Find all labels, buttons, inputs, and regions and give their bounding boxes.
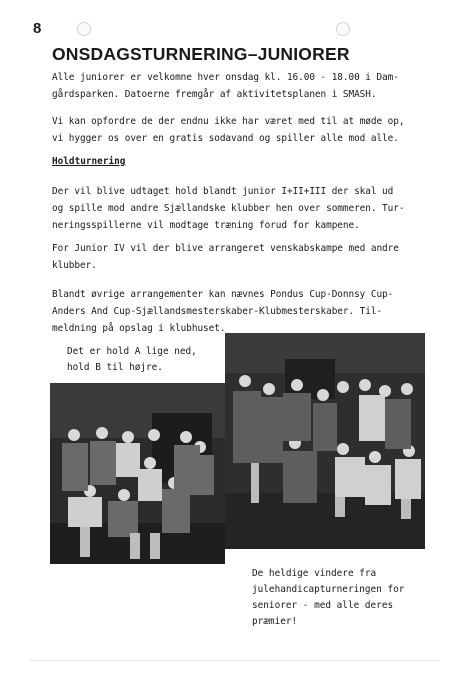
- page-bottom-edge: [30, 660, 440, 661]
- page-title: ONSDAGSTURNERING–JUNIORER: [52, 44, 350, 64]
- junior-teams-photo: [50, 383, 225, 564]
- team-tournament-heading: Holdturnering: [52, 156, 126, 167]
- right-photo-caption: De heldige vindere fra julehandicapturneringen for seniorer - med alle deres præmier!: [252, 568, 405, 627]
- events-paragraph: Blandt øvrige arrangementer kan nævnes Pondus Cup-Donnsy Cup- Anders And Cup-Sjællandsmesterskaber-Klubmesterskaber. Til- meldning på opslag i klubhuset.: [52, 289, 394, 334]
- punch-hole-left: [77, 22, 91, 36]
- punch-hole-right: [336, 22, 350, 36]
- page-number: 8: [33, 20, 42, 37]
- winners-photo: [225, 333, 425, 549]
- intro-paragraph: Alle juniorer er velkomne hver onsdag kl. 16.00 - 18.00 i Dam- gårdsparken. Datoerne fremgår af aktivitetsplanen i SMASH.: [52, 72, 399, 100]
- team-paragraph: Der vil blive udtaget hold blandt junior I+II+III der skal ud og spille mod andre Sjællandske klubber hen over sommeren. Tur- neringsspillerne vil modtage træning forud for kampene.: [52, 186, 405, 231]
- left-photo-caption: Det er hold A lige ned, hold B til højre.: [67, 346, 197, 373]
- junior-iv-paragraph: For Junior IV vil der blive arrangeret venskabskampe med andre klubber.: [52, 243, 399, 271]
- invite-paragraph: Vi kan opfordre de der endnu ikke har været med til at møde op, vi hygger os over en gratis sodavand og spiller alle mod alle.: [52, 116, 405, 144]
